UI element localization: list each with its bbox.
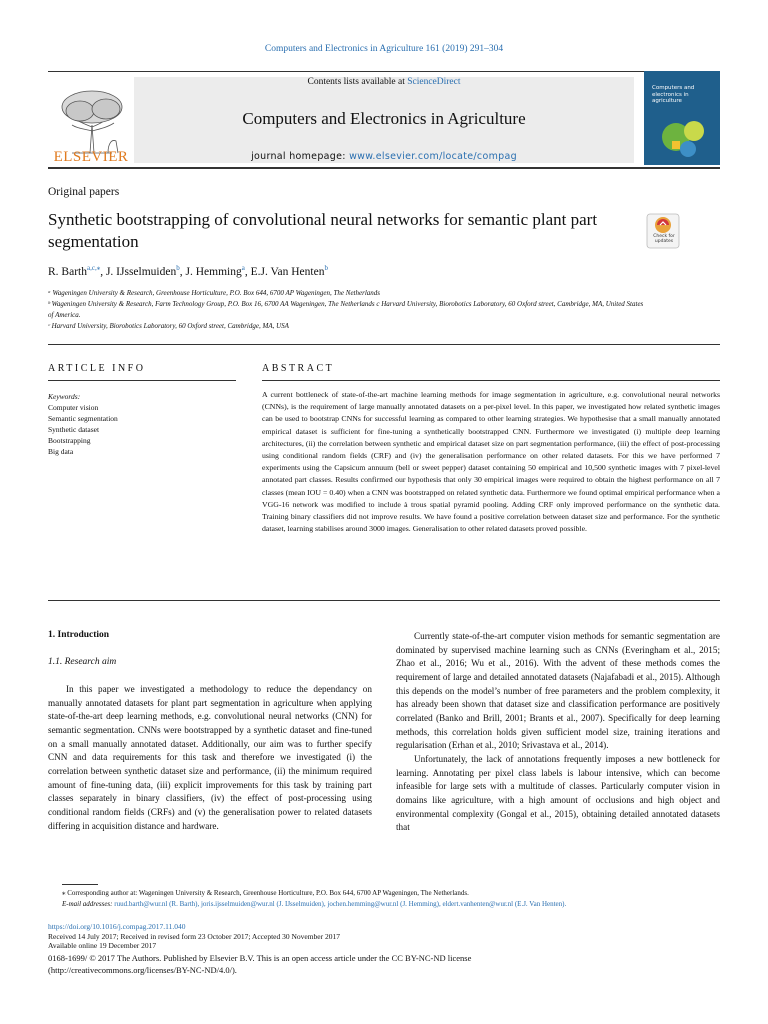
journal-cover-thumbnail <box>644 71 720 165</box>
footnote-rule <box>62 884 98 885</box>
abstract-heading: ABSTRACT <box>262 363 335 374</box>
keyword: Semantic segmentation <box>48 414 118 423</box>
affiliation-c: ᶜ Harvard University, Biorobotics Laboratory, 60 Oxford street, Cambridge, MA, USA <box>48 322 289 330</box>
email-footnote: E-mail addresses: ruud.barth@wur.nl (R. Barth), joris.ijsselmuiden@wur.nl (J. IJsselmuiden), jochen.hemming@wur.nl (J. Hemming), eldert.vanhenten@wur.nl (E.J. Van Henten). <box>62 900 567 908</box>
affiliation-b: ᵇ Wageningen University & Research, Farm Technology Group, P.O. Box 16, 6700 AA Wageningen, The Netherlands c Harvard University, Biorobotics Laboratory, 60 Oxford street, Cambridge, MA, United States of America. <box>48 300 644 319</box>
article-info-rule <box>48 380 236 381</box>
author[interactable]: E.J. Van Henten$^b$ <box>250 264 328 278</box>
journal-homepage: journal homepage: www.elsevier.com/locate/compag <box>251 151 517 162</box>
keywords-label: Keywords: <box>48 392 81 401</box>
doi-link[interactable]: https://doi.org/10.1016/j.compag.2017.11.040 <box>48 922 186 931</box>
intro-column-right <box>396 630 720 835</box>
cover-artwork-icon <box>654 111 714 161</box>
header-top-rule <box>48 71 720 72</box>
header-bottom-rule <box>48 167 720 169</box>
sciencedirect-link[interactable]: ScienceDirect <box>407 77 461 87</box>
article-title: Synthetic bootstrapping of convolutional neural networks for semantic plant part segmentation <box>48 210 598 251</box>
article-info-heading: ARTICLE INFO <box>48 363 146 374</box>
available-online: Available online 19 December 2017 <box>48 941 157 950</box>
check-for-updates-label: Check for updates <box>653 234 675 244</box>
keyword: Bootstrapping <box>48 436 91 445</box>
subsection-heading-research-aim: 1.1. Research aim <box>48 657 117 667</box>
contents-available: Contents lists available at ScienceDirect <box>307 77 461 87</box>
homepage-link[interactable]: www.elsevier.com/locate/compag <box>349 151 517 162</box>
author[interactable]: J. IJsselmuiden$^b$, <box>105 264 186 278</box>
paragraph: In this paper we investigated a methodology to reduce the dependancy on manually annotated datasets for plant part segmentation in agriculture when applying state-of-the-art deep learning methods, e.g. convolutional neural networks (CNN) for semantic segmentation. CNNs were bootstrapped by a synthetic dataset and fine-tuned on a small manually annotated dataset. Additionally, our aim was to further specify CNN and data requirements for this task and therefore we investigated (i) the correlation between synthetic dataset size and performance, (ii) the minimum required amount of fine-tuning data, (iii) explicit improvements for this task by training part classes separately in binary classifiers, (iv) the effect of post-processing using conditional random fields (CRFs) and (v) the generalisation power to related datasets differing in acquisition distance and hardware. <box>48 684 372 831</box>
keyword: Synthetic dataset <box>48 425 100 434</box>
corresponding-author-footnote: ⁎ Corresponding author at: Wageningen University & Research, Greenhouse Horticulture, P.O. Box 644, 6700 AP Wageningen, The Netherlands. <box>62 889 469 897</box>
intro-column-left <box>48 683 372 833</box>
author[interactable]: R. Barth$^{a,c,⁎}$, <box>48 264 106 278</box>
elsevier-wordmark: ELSEVIER <box>53 149 129 165</box>
section-heading-introduction: 1. Introduction <box>48 630 110 640</box>
affiliation-a: ᵃ Wageningen University & Research, Greenhouse Horticulture, P.O. Box 644, 6700 AP Wageningen, The Netherlands <box>48 289 381 297</box>
keyword: Big data <box>48 447 74 456</box>
journal-header <box>48 71 720 169</box>
paragraph: Currently state-of-the-art computer vision methods for semantic segmentation are dominated by supervised machine learning such as CNNs (Everingham et al., 2015; Zhao et al., 2016; Wu et al., 2016). With the advent of these methods comes the requirement of large and detailed annotated datasets (Najafabadi et al., 2015). Although this depends on the model’s number of free parameters and the problem complexity, it has already been shown that dataset size and classification performance are positively correlated (Banko and Brill, 2001; Brants et al., 2007). Specifically for deep learning methods, this correlation holds given sufficient model size, training iterations and regularisation (Erhan et al., 2010; Srivastava et al., 2014). <box>396 631 720 751</box>
keyword: Computer vision <box>48 403 99 412</box>
abstract-rule <box>262 380 720 381</box>
email-links[interactable]: ruud.barth@wur.nl (R. Barth), joris.ijsselmuiden@wur.nl (J. IJsselmuiden), jochen.hemming@wur.nl (J. Hemming), eldert.vanhenten@wur.nl (E.J. Van Henten). <box>114 900 567 908</box>
license-url[interactable]: (http://creativecommons.org/licenses/BY-NC-ND/4.0/). <box>48 965 237 975</box>
author[interactable]: J. Hemming$^a$, <box>185 264 251 278</box>
license-text: 0168-1699/ © 2017 The Authors. Published by Elsevier B.V. This is an open access article under the CC BY-NC-ND license <box>48 953 472 963</box>
keywords-block <box>48 391 118 457</box>
received-dates: Received 14 July 2017; Received in revised form 23 October 2017; Accepted 30 November 2017 <box>48 932 341 941</box>
abstract-text: A current bottleneck of state-of-the-art machine learning methods for image segmentation in agriculture, e.g. convolutional neural networks (CNNs), is the requirement of large manually annotated datasets on a per-pixel level. In this paper, we investigated how related synthetic images can be used to bootstrap CNNs for successful learning as compared to other learning strategies. We hypothesise that a small manually annotated empirical dataset is sufficient for fine-tuning a synthetically bootstrapped CNN. Furthermore we investigated (i) multiple deep learning architectures, (ii) the correlation between synthetic and empirical dataset size on part segmentation performance, (iii) the effect of post-processing using conditional random fields (CRF) and (iv) the generalisation performance on other related datasets. For this we have performed 7 experiments using the Capsicum annuum (bell or sweet pepper) dataset containing 50 empirical and 10,500 synthetic images with 7 pixel-level annotated part classes. Results confirmed our hypothesis that only 30 empirical images were required to obtain the highest performance on all 7 classes (mean IOU = 0.40) when a CNN was bootstrapped on related synthetic data. Furthermore we found optimal empirical performance when a VGG-16 network was modified to include à trous spatial pyramid pooling. Adding CRF only improved performance on the synthetic data. Training binary classifiers did not improve results. We have found a positive correlation between dataset size and performance. For the synthetic dataset, learning stabilises around 3000 images. Generalisation to other related datasets proved possible. <box>262 390 720 534</box>
front-matter-divider <box>48 344 720 345</box>
cover-title: Computers and electronics in agriculture <box>652 85 695 104</box>
author-list <box>48 264 328 278</box>
paragraph: Unfortunately, the lack of annotations frequently imposes a new bottleneck for learning. Annotating per pixel class labels is labour intensive, which can become infeasible for large sets with a multitude of classes. Particularly computer vision in domains like agriculture, with a high amount of occlusions and high object and environmental complexity (Gongal et al., 2015), obtaining detailed annotated datasets that <box>396 753 720 833</box>
section-label: Original papers <box>48 186 120 198</box>
journal-citation[interactable]: Computers and Electronics in Agriculture 161 (2019) 291–304 <box>264 44 504 54</box>
journal-title: Computers and Electronics in Agriculture <box>242 109 526 128</box>
abstract-divider <box>48 600 720 601</box>
